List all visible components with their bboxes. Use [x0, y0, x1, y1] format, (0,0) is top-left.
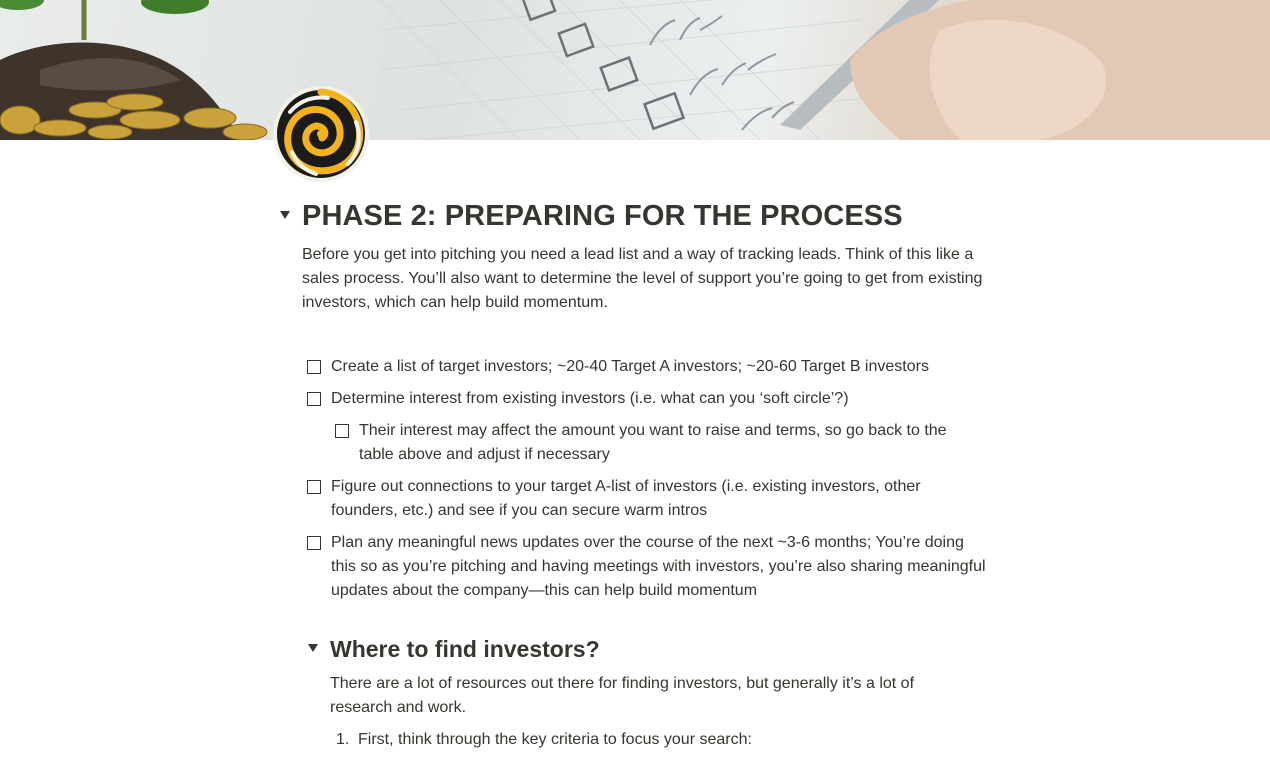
todo-item	[307, 355, 987, 379]
todo-item-nested	[335, 419, 975, 467]
numbered-list-item	[336, 728, 752, 752]
list-number: 1.	[336, 731, 350, 748]
todo-text[interactable]: Plan any meaningful news updates over the course of the next ~3-6 months; You’re doing this so as you’re pitching and having meetings with investors, you’re also sharing meaningful updates about the company—this can help build momentum	[331, 534, 986, 599]
list-item-text[interactable]: First, think through the key criteria to focus your search:	[358, 731, 752, 748]
todo-text[interactable]: Figure out connections to your target A-list of investors (i.e. existing investors, other founders, etc.) and see if you can secure warm intros	[331, 478, 921, 519]
section-heading[interactable]: Where to find investors?	[330, 636, 600, 662]
todo-text[interactable]: Create a list of target investors; ~20-40 Target A investors; ~20-60 Target B investors	[331, 358, 929, 375]
checkbox-icon[interactable]	[307, 480, 321, 494]
section-paragraph[interactable]: There are a lot of resources out there for finding investors, but generally it’s a lot of research and work.	[330, 675, 915, 716]
todo-text[interactable]: Their interest may affect the amount you want to raise and terms, so go back to the table above and adjust if necessary	[359, 422, 947, 463]
checkbox-icon[interactable]	[307, 360, 321, 374]
todo-item	[307, 531, 992, 603]
todo-text[interactable]: Determine interest from existing investors (i.e. what can you ‘soft circle’?)	[331, 390, 849, 407]
triangle-down-icon[interactable]	[305, 640, 321, 656]
page-title[interactable]: PHASE 2: PREPARING FOR THE PROCESS	[302, 200, 903, 232]
intro-paragraph[interactable]: Before you get into pitching you need a lead list and a way of tracking leads. Think of this like a sales process. You’ll also want to determine the level of support you’re going to get from existing investors, which can help build momentum.	[302, 246, 983, 311]
todo-item	[307, 475, 967, 523]
checkbox-icon[interactable]	[307, 536, 321, 550]
triangle-down-icon[interactable]	[277, 207, 293, 223]
checkbox-icon[interactable]	[335, 424, 349, 438]
checkbox-icon[interactable]	[307, 392, 321, 406]
todo-item	[307, 387, 987, 411]
